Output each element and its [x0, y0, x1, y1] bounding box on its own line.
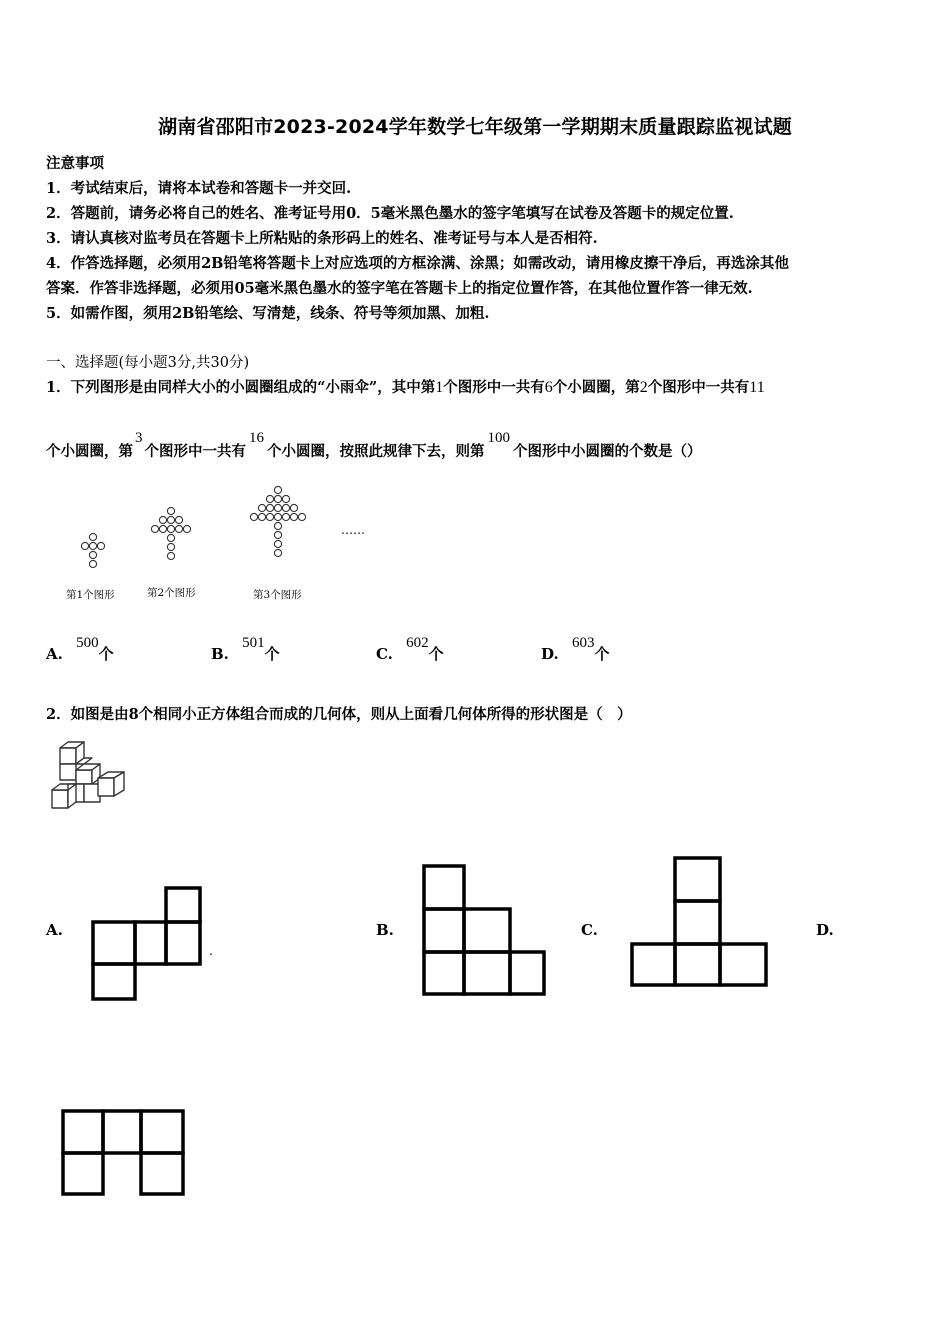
q1-number: 3: [135, 430, 143, 446]
q1-text: 个图形中小圆圈的个数是（）: [513, 443, 702, 460]
q2-option-a[interactable]: A.: [46, 921, 63, 939]
q1-text: 个图形中一共有: [647, 379, 750, 396]
option-unit: 个: [98, 645, 114, 663]
option-letter: D.: [541, 645, 559, 663]
q1-text: 个图形中一共有: [144, 443, 246, 460]
q2-option-c[interactable]: C.: [581, 921, 598, 939]
notice-item: 1．考试结束后，请将本试卷和答题卡一并交回.: [46, 180, 352, 197]
q1-number: 1: [435, 379, 444, 396]
ellipsis: ……: [341, 523, 365, 537]
figure-caption: 第1个图形: [66, 589, 115, 601]
section-heading: 一、选择题(每小题3分,共30分): [46, 355, 250, 371]
q2-option-b[interactable]: B.: [376, 921, 394, 939]
notice-item: 2．答题前，请务必将自己的姓名、准考证号用0．5毫米黑色墨水的签字笔填写在试卷及答题卡的规定位置.: [46, 205, 734, 222]
stray-dot: .: [209, 944, 213, 958]
q1-number: 16: [249, 430, 264, 446]
q1-number: 6: [544, 379, 553, 396]
option-unit: 个: [264, 645, 280, 663]
notice-item: 3．请认真核对监考员在答题卡上所粘贴的条形码上的姓名、准考证号与本人是否相符.: [46, 230, 598, 247]
notice-item: 5．如需作图，须用2B铅笔绘、写清楚，线条、符号等须加黑、加粗.: [46, 305, 490, 322]
q1-text: 1．下列图形是由同样大小的小圆圈组成的“小雨伞”，其中第: [46, 379, 436, 396]
notice-item: 答案．作答非选择题，必须用05毫米黑色墨水的签字笔在答题卡上的指定位置作答，在其他位置作答一律无效.: [46, 280, 753, 297]
option-value: 603: [571, 635, 595, 651]
notice-item: 4．作答选择题，必须用2B铅笔将答题卡上对应选项的方框涂满、涂黑；如需改动，请用橡皮擦干净后，再选涂其他: [46, 255, 789, 272]
option-d-figure: [63, 1111, 183, 1194]
q1-number: 11: [749, 379, 765, 396]
figure-caption: 第2个图形: [147, 587, 196, 599]
option-c-figure: [632, 858, 766, 985]
option-unit: 个: [428, 645, 444, 663]
option-value: 602: [406, 635, 429, 651]
option-letter: A.: [46, 645, 63, 663]
option-a-figure: [93, 888, 200, 999]
page-title: 湖南省邵阳市2023-2024学年数学七年级第一学期期末质量跟踪监视试题: [158, 116, 792, 138]
figure-caption: 第3个图形: [253, 589, 302, 601]
option-value: 500: [76, 635, 99, 651]
q1-text: 个小圆圈，第: [46, 443, 133, 460]
option-unit: 个: [594, 645, 610, 663]
q2-option-d[interactable]: D.: [816, 921, 834, 939]
q1-text: 个图形中一共有: [443, 379, 545, 396]
q1-number: 100: [487, 430, 510, 446]
option-b-figure: [424, 866, 544, 994]
option-letter: C.: [376, 645, 393, 663]
option-letter: B.: [211, 645, 229, 663]
notice-heading: 注意事项: [46, 155, 104, 172]
q1-text: 个小圆圈，第: [552, 379, 640, 396]
q1-number: 2: [639, 379, 648, 396]
option-value: 501: [242, 635, 265, 651]
q1-text: 个小圆圈，按照此规律下去，则第: [267, 443, 485, 460]
question-2: 2．如图是由8个相同小正方体组合而成的几何体，则从上面看几何体所得的形状图是（ ）: [46, 706, 632, 723]
